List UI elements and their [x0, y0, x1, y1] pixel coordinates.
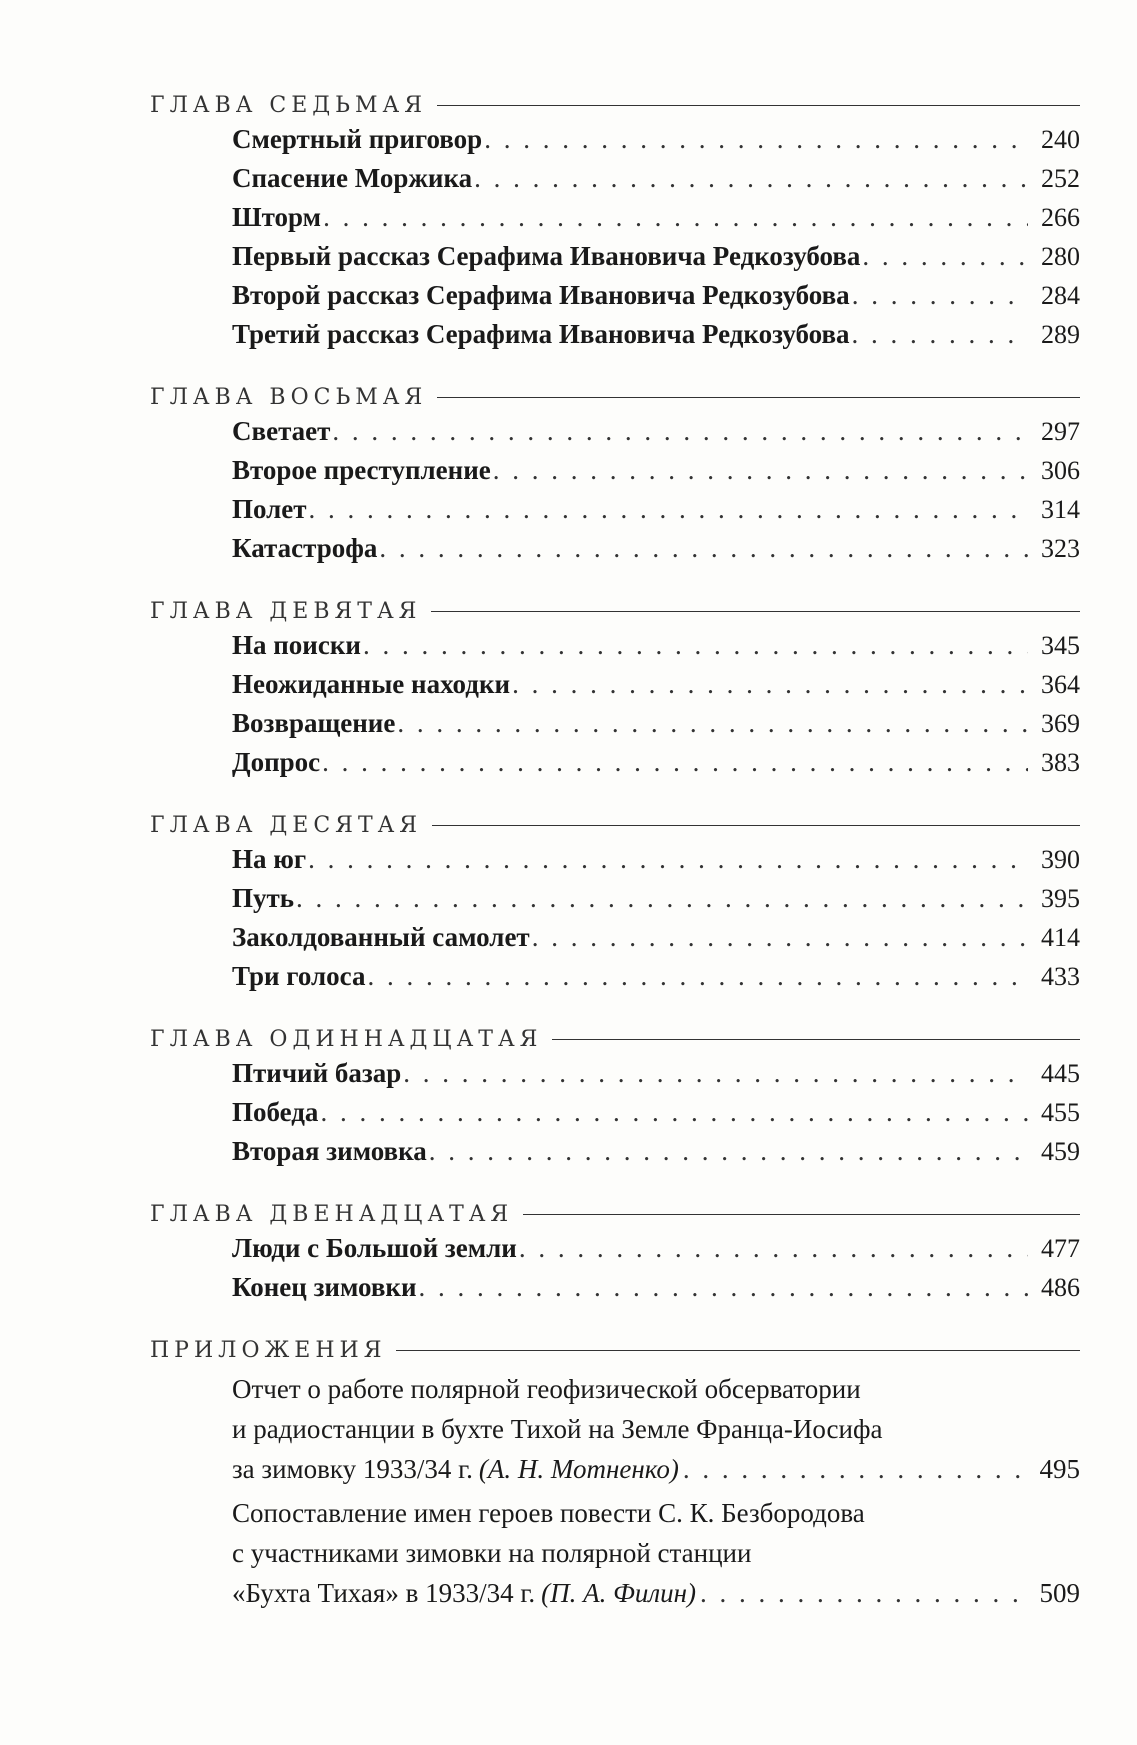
appendix-line: Отчет о работе полярной геофизической обсерватории: [232, 1374, 861, 1404]
entry-title: Победа: [232, 1097, 319, 1127]
entry-page: 414: [1041, 923, 1080, 952]
entry-title: На поиски: [232, 630, 361, 660]
toc-entry[interactable]: [232, 1097, 1080, 1136]
toc-entry[interactable]: [232, 1136, 1080, 1175]
entry-title: Первый рассказ Серафима Ивановича Редкозубова: [232, 241, 861, 271]
entry-title: Шторм: [232, 202, 322, 232]
toc-entry[interactable]: [232, 163, 1080, 202]
entry-page: 284: [1041, 281, 1080, 310]
chapter-rule: [396, 1350, 1080, 1351]
entry-title: Птичий базар: [232, 1058, 402, 1088]
entry-page: 289: [1041, 320, 1080, 349]
dot-leader: [379, 533, 1028, 564]
chapter-heading: [150, 382, 1080, 412]
chapter-section: [150, 596, 1080, 786]
dot-leader: [309, 494, 1028, 525]
chapter-title: ГЛАВА ДЕВЯТАЯ: [150, 598, 422, 624]
entry-title: Второе преступление: [232, 455, 491, 485]
dot-leader: [683, 1449, 1026, 1489]
chapter-section: [150, 382, 1080, 572]
entry-title: Три голоса: [232, 961, 366, 991]
toc-entry[interactable]: [232, 241, 1080, 280]
appendix-last-line: [232, 1573, 1080, 1613]
dot-leader: [403, 1058, 1028, 1089]
entry-page: 455: [1041, 1098, 1080, 1127]
table-of-contents: [150, 90, 1080, 1637]
dot-leader: [429, 1136, 1028, 1167]
chapter-section: [150, 1199, 1080, 1311]
entry-page: 486: [1041, 1273, 1080, 1302]
toc-entry[interactable]: [232, 883, 1080, 922]
dot-leader: [368, 961, 1029, 992]
toc-entry[interactable]: [232, 124, 1080, 163]
chapter-title: ГЛАВА ДВЕНАДЦАТАЯ: [150, 1201, 514, 1227]
entry-title: Люди с Большой земли: [232, 1233, 517, 1263]
toc-entry[interactable]: [232, 494, 1080, 533]
entry-page: 323: [1041, 534, 1080, 563]
dot-leader: [419, 1272, 1028, 1303]
dot-leader: [323, 202, 1028, 233]
appendix-line: Сопоставление имен героев повести С. К. Безбородова: [232, 1498, 865, 1528]
dot-leader: [322, 747, 1028, 778]
appendix-entry[interactable]: [232, 1369, 1080, 1489]
dot-leader: [474, 163, 1028, 194]
entry-page: 297: [1041, 417, 1080, 446]
toc-entry[interactable]: [232, 961, 1080, 1000]
toc-entry[interactable]: [232, 708, 1080, 747]
appendix-line: с участниками зимовки на полярной станции: [232, 1538, 752, 1568]
chapter-heading: [150, 810, 1080, 840]
appendix-author: (П. А. Филин): [541, 1578, 696, 1608]
entry-title: Путь: [232, 883, 295, 913]
toc-entry[interactable]: [232, 280, 1080, 319]
chapter-section: [150, 90, 1080, 358]
toc-entry[interactable]: [232, 455, 1080, 494]
chapter-rule: [437, 397, 1080, 398]
dot-leader: [862, 241, 1028, 272]
appendix-title: ПРИЛОЖЕНИЯ: [150, 1337, 387, 1363]
appendix-line: «Бухта Тихая» в 1933/34 г.: [232, 1578, 536, 1608]
entry-title: Второй рассказ Серафима Ивановича Редкозубова: [232, 280, 850, 310]
appendix-line: за зимовку 1933/34 г.: [232, 1454, 473, 1484]
chapter-rule: [437, 105, 1080, 106]
dot-leader: [363, 630, 1028, 661]
entry-page: 252: [1041, 164, 1080, 193]
appendix-heading: [150, 1335, 1080, 1365]
entry-page: 383: [1041, 748, 1080, 777]
chapter-heading: [150, 1199, 1080, 1229]
entry-page: 240: [1041, 125, 1080, 154]
entry-page: 445: [1041, 1059, 1080, 1088]
entry-title: Конец зимовки: [232, 1272, 417, 1302]
entry-title: Неожиданные находки: [232, 669, 511, 699]
entry-page: 266: [1041, 203, 1080, 232]
toc-entry[interactable]: [232, 922, 1080, 961]
toc-entry[interactable]: [232, 1058, 1080, 1097]
entry-page: 433: [1041, 962, 1080, 991]
dot-leader: [852, 319, 1028, 350]
toc-entry[interactable]: [232, 669, 1080, 708]
toc-entry[interactable]: [232, 844, 1080, 883]
entry-title: Смертный приговор: [232, 124, 483, 154]
appendix-entry[interactable]: [232, 1493, 1080, 1613]
chapter-section: [150, 810, 1080, 1000]
toc-entry[interactable]: [232, 533, 1080, 572]
dot-leader: [512, 669, 1028, 700]
toc-entry[interactable]: [232, 747, 1080, 786]
appendix-line: и радиостанции в бухте Тихой на Земле Франца-Иосифа: [232, 1414, 883, 1444]
entry-title: Светает: [232, 416, 331, 446]
chapter-rule: [523, 1214, 1080, 1215]
entry-page: 459: [1041, 1137, 1080, 1166]
chapter-rule: [432, 825, 1080, 826]
dot-leader: [852, 280, 1028, 311]
entry-page: 314: [1041, 495, 1080, 524]
toc-entry[interactable]: [232, 416, 1080, 455]
entry-page: 495: [1039, 1454, 1080, 1484]
dot-leader: [493, 455, 1028, 486]
entry-title: На юг: [232, 844, 307, 874]
dot-leader: [519, 1233, 1028, 1264]
entry-title: Катастрофа: [232, 533, 378, 563]
chapter-title: ГЛАВА ОДИННАДЦАТАЯ: [150, 1026, 543, 1052]
dot-leader: [397, 708, 1028, 739]
entry-page: 364: [1041, 670, 1080, 699]
chapter-rule: [431, 611, 1080, 612]
dot-leader: [532, 922, 1028, 953]
chapter-title: ГЛАВА ВОСЬМАЯ: [150, 384, 428, 410]
toc-entry[interactable]: [232, 1233, 1080, 1272]
entry-title: Допрос: [232, 747, 321, 777]
entry-title: Полет: [232, 494, 307, 524]
toc-entry[interactable]: [232, 630, 1080, 669]
dot-leader: [320, 1097, 1028, 1128]
entry-title: Спасение Моржика: [232, 163, 473, 193]
dot-leader: [332, 416, 1028, 447]
chapter-heading: [150, 1024, 1080, 1054]
entry-title: Вторая зимовка: [232, 1136, 427, 1166]
toc-entry[interactable]: [232, 202, 1080, 241]
chapter-rule: [552, 1039, 1080, 1040]
entry-page: 390: [1041, 845, 1080, 874]
entry-page: 306: [1041, 456, 1080, 485]
dot-leader: [308, 844, 1028, 875]
entry-page: 395: [1041, 884, 1080, 913]
dot-leader: [700, 1573, 1026, 1613]
dot-leader: [484, 124, 1028, 155]
appendix-section: [150, 1335, 1080, 1613]
entry-page: 345: [1041, 631, 1080, 660]
chapter-title: ГЛАВА ДЕСЯТАЯ: [150, 812, 423, 838]
entry-title: Третий рассказ Серафима Ивановича Редкозубова: [232, 319, 850, 349]
entry-title: Возвращение: [232, 708, 396, 738]
toc-entry[interactable]: [232, 319, 1080, 358]
entry-title: Заколдованный самолет: [232, 922, 530, 952]
appendix-last-line: [232, 1449, 1080, 1489]
chapter-section: [150, 1024, 1080, 1175]
entry-page: 477: [1041, 1234, 1080, 1263]
chapter-title: ГЛАВА СЕДЬМАЯ: [150, 92, 427, 118]
entry-page: 280: [1041, 242, 1080, 271]
entry-page: 369: [1041, 709, 1080, 738]
chapter-heading: [150, 90, 1080, 120]
toc-entry[interactable]: [232, 1272, 1080, 1311]
chapter-heading: [150, 596, 1080, 626]
entry-page: 509: [1039, 1578, 1080, 1608]
appendix-author: (А. Н. Мотненко): [478, 1454, 679, 1484]
dot-leader: [296, 883, 1028, 914]
